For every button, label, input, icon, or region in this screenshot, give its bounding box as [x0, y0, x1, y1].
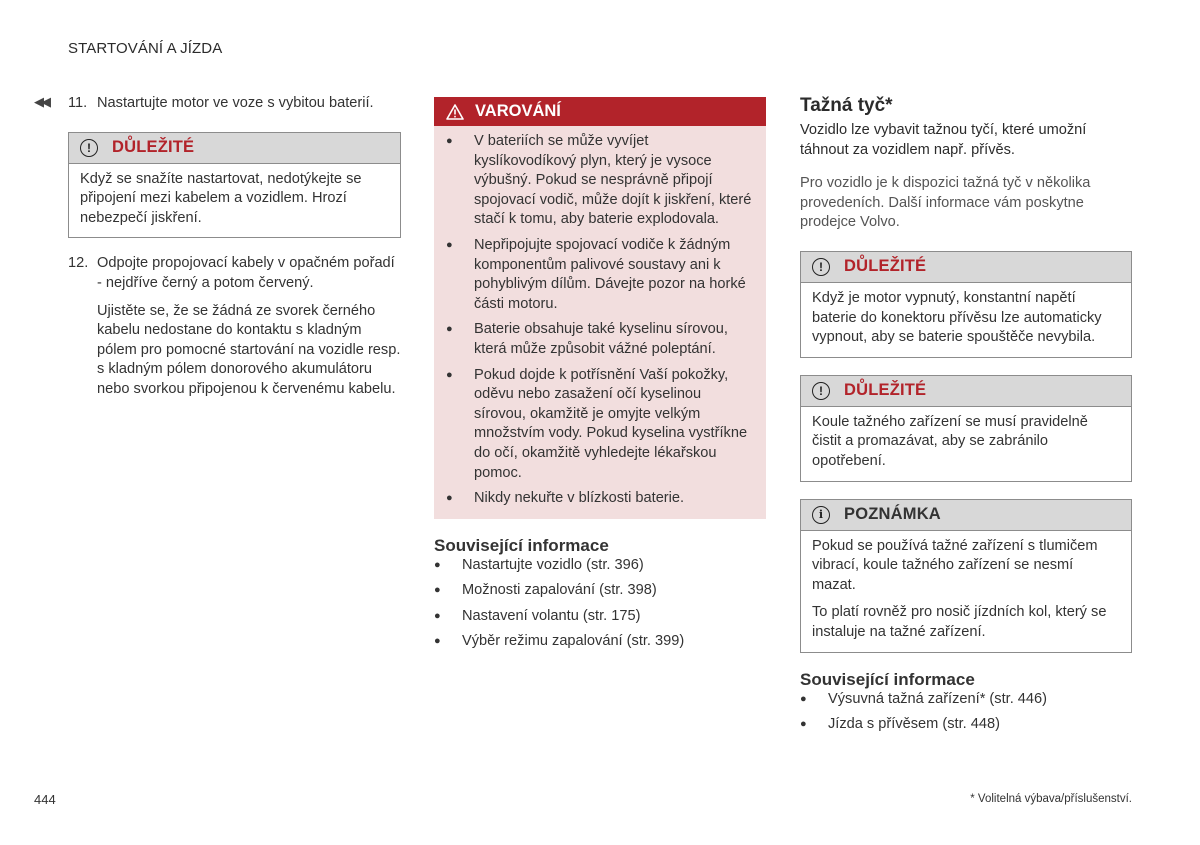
list-item	[446, 366, 754, 484]
important-box-body	[801, 407, 1131, 481]
warning-box-header	[434, 97, 766, 126]
note-box-text: Pokud se používá tažné zařízení s tlumičem vibrací, koule tažného zařízení se nesmí mazat.	[812, 537, 1098, 593]
related-link-text[interactable]: Nastavení volantu (str. 175)	[462, 607, 641, 624]
list-item-text: Nikdy nekuřte v blízkosti baterie.	[474, 490, 685, 507]
list-item	[446, 320, 754, 359]
important-box	[68, 132, 401, 239]
bullet-icon: ●	[800, 692, 807, 705]
section-heading: Tažná tyč*	[800, 95, 893, 116]
info-circle-icon: i	[812, 506, 830, 524]
bullet-icon: ●	[434, 584, 441, 597]
step-11	[68, 94, 401, 114]
related-link-text[interactable]: Nastartujte vozidlo (str. 396)	[462, 556, 644, 573]
bullet-icon: ●	[446, 492, 453, 505]
important-box-text: Když se snažíte nastartovat, nedotýkejte se připojení mezi kabelem a vozidlem. Hrozí nebezpečí jiskření.	[80, 170, 362, 226]
step-12	[68, 254, 401, 293]
important-box-header	[801, 252, 1131, 283]
bullet-icon: ●	[446, 238, 453, 251]
exclamation-circle-icon: !	[80, 139, 98, 157]
list-item-text: V bateriích se může vyvíjet kyslíkovodíkový plyn, který je vysoce výbušný. Pokud se nesprávně připojí spojovací vodič, může dojít k jiskření, které stačí k tomu, aby baterie explodovala.	[474, 133, 752, 228]
list-item-text: Nepřipojujte spojovací vodiče k žádným komponentům palivové soustavy ani k pohyblivým dílům. Dávejte pozor na horké části motoru.	[474, 236, 746, 312]
important-box-body	[69, 164, 400, 238]
exclamation-circle-icon: !	[812, 382, 830, 400]
important-box-body	[801, 283, 1131, 357]
warning-triangle-icon	[446, 104, 464, 120]
bullet-icon: ●	[446, 368, 453, 381]
important-box-title: DŮLEŽITÉ	[844, 257, 927, 276]
bullet-icon: ●	[446, 135, 453, 147]
important-box-1	[800, 251, 1132, 358]
section-paragraph: Pro vozidlo je k dispozici tažná tyč v několika provedeních. Další informace vám poskytne prodejce Volvo.	[800, 175, 1091, 231]
exclamation-circle-icon: !	[812, 258, 830, 276]
related-link-text[interactable]: Možnosti zapalování (str. 398)	[462, 582, 657, 599]
list-item	[446, 132, 754, 230]
note-box-header	[801, 500, 1131, 531]
important-box-header	[801, 376, 1131, 407]
related-info-section	[434, 536, 766, 652]
related-info-list	[800, 690, 1132, 735]
note-box-body	[801, 531, 1131, 652]
step-text: Odpojte propojovací kabely v opačném pořadí - nejdříve černý a potom červený.	[97, 255, 395, 291]
double-chevron-left-icon: ◀◀	[34, 94, 48, 109]
related-link[interactable]	[434, 632, 766, 652]
related-link[interactable]	[434, 581, 766, 601]
column-left	[68, 94, 401, 400]
bullet-icon: ●	[434, 609, 441, 622]
step-number: 11.	[68, 95, 88, 111]
list-item	[446, 489, 754, 509]
related-link-text[interactable]: Výběr režimu zapalování (str. 399)	[462, 633, 685, 650]
important-box-text: Koule tažného zařízení se musí pravidelně čistit a promazávat, aby se zabránilo opotřebení.	[812, 413, 1088, 469]
related-link[interactable]	[800, 715, 1132, 735]
note-box-title: POZNÁMKA	[844, 504, 941, 523]
related-link-text[interactable]: Výsuvná tažná zařízení* (str. 446)	[828, 690, 1048, 707]
related-link[interactable]	[434, 607, 766, 627]
step-number: 12.	[68, 255, 89, 272]
page-header: STARTOVÁNÍ A JÍZDA	[68, 40, 223, 57]
important-box-title: DŮLEŽITÉ	[112, 137, 195, 156]
page-number: 444	[34, 792, 56, 807]
related-info-section	[800, 670, 1132, 735]
list-item-text: Pokud dojde k potřísnění Vaší pokožky, oděvu nebo zasažení očí kyselinou sírovou, okamžitě je omyjte velkým množstvím vody. Pokud kyselina vystříkne do očí, okamžitě vyhledejte lékařskou pomoc.	[474, 366, 748, 481]
related-info-title: Související informace	[434, 535, 609, 555]
bullet-icon: ●	[434, 558, 441, 571]
related-link[interactable]	[800, 690, 1132, 710]
footnote: * Volitelná výbava/příslušenství.	[970, 793, 1132, 805]
section-lead: Vozidlo lze vybavit tažnou tyčí, které umožní táhnout za vozidlem např. přívěs.	[800, 122, 1087, 158]
important-box-title: DŮLEŽITÉ	[844, 380, 927, 399]
related-info-list	[434, 556, 766, 652]
column-middle	[434, 97, 766, 652]
warning-box-title: VAROVÁNÍ	[475, 101, 561, 120]
note-box-text: To platí rovněž pro nosič jízdních kol, který se instaluje na tažné zařízení.	[812, 604, 1107, 640]
important-box-header	[69, 133, 400, 164]
important-box-2	[800, 375, 1132, 482]
related-info-title: Související informace	[800, 669, 975, 689]
column-right	[800, 94, 1132, 735]
important-box-text: Když je motor vypnutý, konstantní napětí baterie do konektoru přívěsu lze automaticky vypnout, aby se baterie spouštěče nevybila.	[812, 289, 1102, 346]
bullet-icon: ●	[800, 718, 807, 731]
related-link[interactable]	[434, 556, 766, 576]
list-item-text: Baterie obsahuje také kyselinu sírovou, která může způsobit vážné poleptání.	[474, 321, 728, 357]
step-12-paragraph: Ujistěte se, že se žádná ze svorek černého kabelu nedostane do kontaktu s kladným pólem pro pomocné startování na vozidle resp. s kladným pólem donorového akumulátoru nebo svorkou připojenou k červenému kabelu.	[97, 302, 401, 397]
related-link-text[interactable]: Jízda s přívěsem (str. 448)	[828, 716, 1000, 733]
warning-box	[434, 97, 766, 519]
warning-list	[434, 126, 766, 519]
bullet-icon: ●	[446, 323, 453, 336]
step-text: Nastartujte motor ve voze s vybitou baterií.	[97, 95, 374, 111]
list-item	[446, 236, 754, 314]
note-box	[800, 499, 1132, 653]
bullet-icon: ●	[434, 635, 441, 648]
